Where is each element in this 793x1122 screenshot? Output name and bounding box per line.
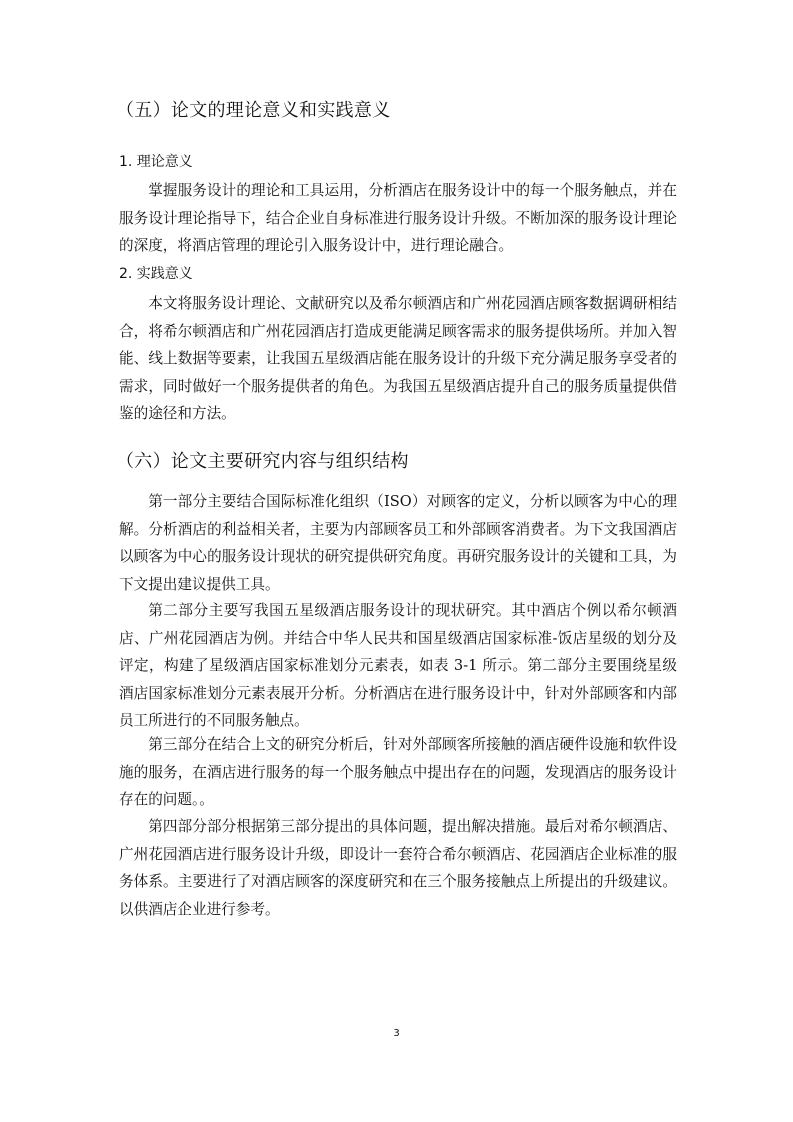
section-heading-5: （五）论文的理论意义和实践意义 (116, 100, 391, 121)
page-number: 3 (393, 1028, 400, 1039)
paragraph-part-one: 第一部分主要结合国际标准化组织（ISO）对顾客的定义，分析以顾客为中心的理解。分析酒店的利益相关者，主要为内部顾客员工和外部顾客消费者。为下文我国酒店以顾客为中心的服务设计现状的研究提供研究角度。再研究服务设计的关键和工具，为下文提出建议提供工具。 (119, 493, 677, 593)
paragraph-practice-significance: 本文将服务设计理论、文献研究以及希尔顿酒店和广州花园酒店顾客数据调研相结合，将希尔顿酒店和广州花园酒店打造成更能满足顾客需求的服务提供场所。并加入智能、线上数据等要素，让我国五星级酒店能在服务设计的升级下充分满足服务享受者的需求，同时做好一个服务提供者的角色。为我国五星级酒店提升自己的服务质量提供借鉴的途径和方法。 (119, 295, 677, 422)
paragraph-part-four: 第四部分部分根据第三部分提出的具体问题，提出解决措施。最后对希尔顿酒店、广州花园酒店进行服务设计升级，即设计一套符合希尔顿酒店、花园酒店企业标准的服务体系。主要进行了对酒店顾客的深度研究和在三个服务接触点上所提出的升级建议。以供酒店企业进行参考。 (119, 818, 677, 918)
subsection-heading-theory: 1. 理论意义 (119, 154, 193, 170)
paragraph-part-two: 第二部分主要写我国五星级酒店服务设计的现状研究。其中酒店个例以希尔顿酒店、广州花园酒店为例。并结合中华人民共和国星级酒店国家标准-饭店星级的划分及评定，构建了星级酒店国家标准划分元素表，如表 3-1 所示。第二部分主要围绕星级酒店国家标准划分元素表展开分析。分析酒店在进行服务设计中，针对外部顾客和内部员工所进行的不同服务触点。 (119, 602, 677, 729)
section-heading-6: （六）论文主要研究内容与组织结构 (116, 451, 409, 472)
paragraph-theory-significance: 掌握服务设计的理论和工具运用，分析酒店在服务设计中的每一个服务触点，并在服务设计理论指导下，结合企业自身标准进行服务设计升级。不断加深的服务设计理论的深度，将酒店管理的理论引入服务设计中，进行理论融合。 (119, 182, 677, 254)
subsection-heading-practice: 2. 实践意义 (119, 266, 193, 282)
paragraph-part-three: 第三部分在结合上文的研究分析后，针对外部顾客所接触的酒店硬件设施和软件设施的服务，在酒店进行服务的每一个服务触点中提出存在的问题，发现酒店的服务设计存在的问题。。 (119, 736, 677, 808)
